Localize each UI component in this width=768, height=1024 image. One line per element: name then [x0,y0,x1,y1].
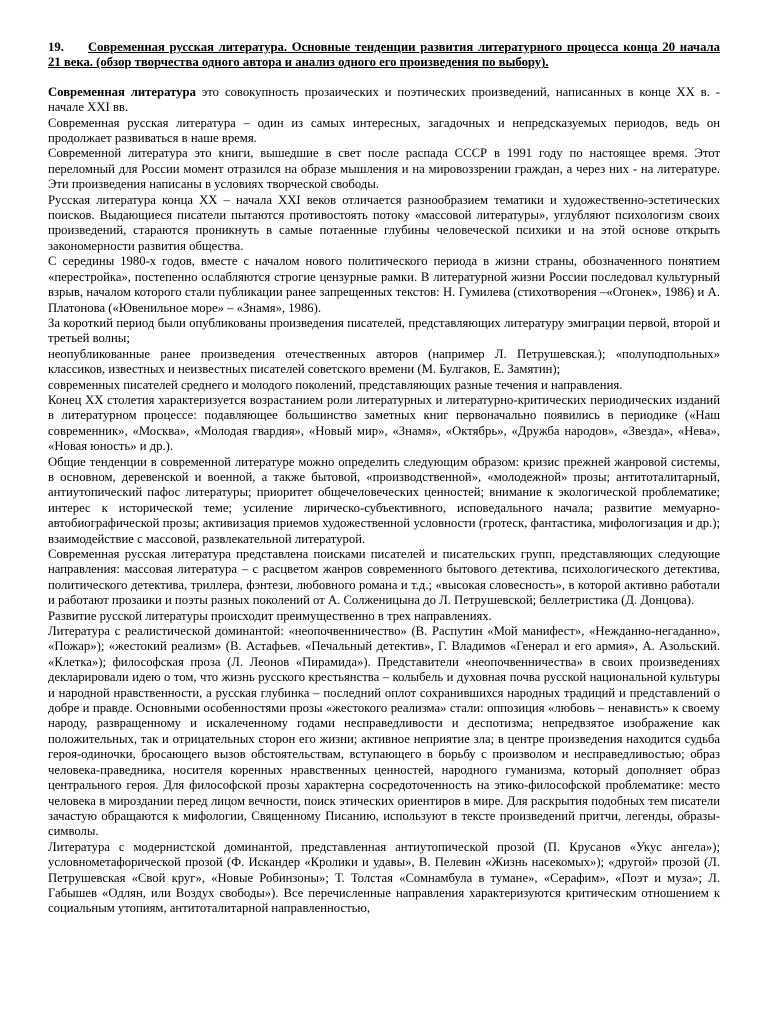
definition-text: это совокупность прозаических и поэтических произведений, написанных в конце XX в. - начале XXI вв. [48,84,720,115]
paragraph: Литература с реалистической доминантой: «неопочвенничество» (В. Распутин «Мой манифест», «Нежданно-негаданно», «Пожар»); «жестокий реализм» (В. Астафьев. «Печальный детектив», Г. Владимов «Генерал и его армия», А. Азольский. «Клетка»); философская проза (Л. Леонов «Пирамида»). Представители «неопочвенничества» в своих произведениях декларировали идею о том, что жизнь русского крестьянства – колыбель и духовная почва русской национальной культуры и народной нравственности, а русская глубинка – последний оплот сохранившихся народных традиций и представлений о добре и правде. Основными особенностями прозы «жестокого реализма» стали: оппозиция «любовь – ненависть» к своему народу, развращенному и искалеченному годами несправедливости и деспотизма; непредвзятое изображение как положительных, так и отрицательных сторон его жизни; активное неприятие зла; в центре произведения находится судьба героя-одиночки, бросающего вызов обстоятельствам, вступающего в борьбу с произволом и несправедливостью; образ человека-праведника, носителя коренных нравственных ценностей, народного гуманизма, который дополняет образ центрального героя. Для философской прозы характерна сосредоточенность на этико-философской проблематике: место человека в мироздании перед лицом вечности, поиск этических ориентиров в мире. Для раскрытия подобных тем писатели зачастую обращаются к мифологии, Священному Писанию, используют в тексте произведений притчи, легенды, образы-символы. [48,624,720,839]
paragraph: Литература с модернистской доминантой, представленная антиутопической прозой (П. Крусанов «Укус ангела»); условнометафорической прозой (Ф. Искандер «Кролики и удавы», В. Пелевин «Жизнь насекомых»); «другой» прозой (Л. Петрушевская «Свой круг», «Новые Робинзоны»; Т. Толстая «Сомнамбула в тумане», «Серафим», «Поэт и муза»; Л. Габышев «Одлян, или Воздух свободы»). Все перечисленные направления характеризуются критическим отношением к социальным утопиям, антитоталитарной направленностью, [48,839,720,916]
paragraph: Конец XX столетия характеризуется возрастанием роли литературных и литературно-критических периодических изданий в литературном процессе: подавляющее большинство заметных книг первоначально появились в периодике («Наш современник», «Москва», «Молодая гвардия», «Новый мир», «Знамя», «Октябрь», «Дружба народов», «Звезда», «Нева», «Новая юность» и др.). [48,392,720,454]
paragraph: С середины 1980-х годов, вместе с началом нового политического периода в жизни страны, обозначенного понятием «перестройка», постепенно ослабляются строгие цензурные рамки. В литературной жизни России последовал культурный взрыв, началом которого стали публикации ранее запрещенных текстов: Н. Гумилева (стихотворения –«Огонек», 1986) и А. Платонова («Ювенильное море» – «Знамя», 1986). [48,254,720,315]
paragraph: Современная русская литература – один из самых интересных, загадочных и непредсказуемых периодов, ведь он продолжает развиваться в наше время. [48,115,720,146]
section-heading [48,40,720,71]
section-number: 19. [48,40,64,54]
paragraph: современных писателей среднего и молодого поколений, представляющих разные течения и направления. [48,377,623,392]
section-title: Современная русская литература. Основные тенденции развития литературного процесса конца 20 начала 21 века. (обзор творчества одного автора и анализ одного его произведения по выбору). [48,40,720,70]
defined-term: Современная литература [48,84,196,99]
paragraph: Развитие русской литературы происходит преимущественно в трех направлениях. [48,608,492,623]
paragraph: Современная русская литература представлена поисками писателей и писательских групп, представляющих следующие направления: массовая литература – с расцветом жанров современного бытового детектива, психологического детектива, политического детектива, триллера, фэнтези, любовного романа и т.д.; «высокая словесность», в которой активно работали и работают прозаики и поэты разных поколений от А. Солженицына до Л. Петрушевской; беллетристика (Д. Донцова). [48,547,720,608]
paragraph-definition [48,85,720,116]
paragraph: За короткий период были опубликованы произведения писателей, представляющих литературу эмиграции первой, второй и третьей волны; [48,315,720,346]
paragraph: Современной литература это книги, вышедшие в свет после распада СССР в 1991 году по настоящее время. Этот переломный для России момент отразился на образе мышления и на мировоззрении граждан, а через них - на литературе. Эти произведения написаны в условиях творческой свободы. [48,146,720,192]
paragraph: Общие тенденции в современной литературе можно определить следующим образом: кризис прежней жанровой системы, в основном, деревенской и военной, а также бытовой, «производственной», «молодежной» прозы; антитоталитарный, антиутопический пафос литературы; приоритет общечеловеческих ценностей; внимание к экологической проблематике; интерес к исторической теме; усиление лирическо-субъективного, исповедального начала; развитие мемуарно-автобиографической прозы; активизация приемов художественной условности (гротеск, фантастика, мифологизация и др.); взаимодействие с массовой, развлекательной литературой. [48,454,720,546]
paragraph: Русская литература конца XX – начала XXI веков отличается разнообразием тематики и художественно-эстетических поисков. Выдающиеся писатели пытаются противостоять потоку «массовой литературы», углубляют психологизм своих произведений, стараются проникнуть в самые потаенные глубины человеческой психики и на этой основе открыть закономерности развития общества. [48,192,720,253]
paragraph: неопубликованные ранее произведения отечественных авторов (например Л. Петрушевская.); «полуподпольных» классиков, известных и неизвестных писателей советского времени (М. Булгаков, Е. Замятин); [48,346,720,377]
